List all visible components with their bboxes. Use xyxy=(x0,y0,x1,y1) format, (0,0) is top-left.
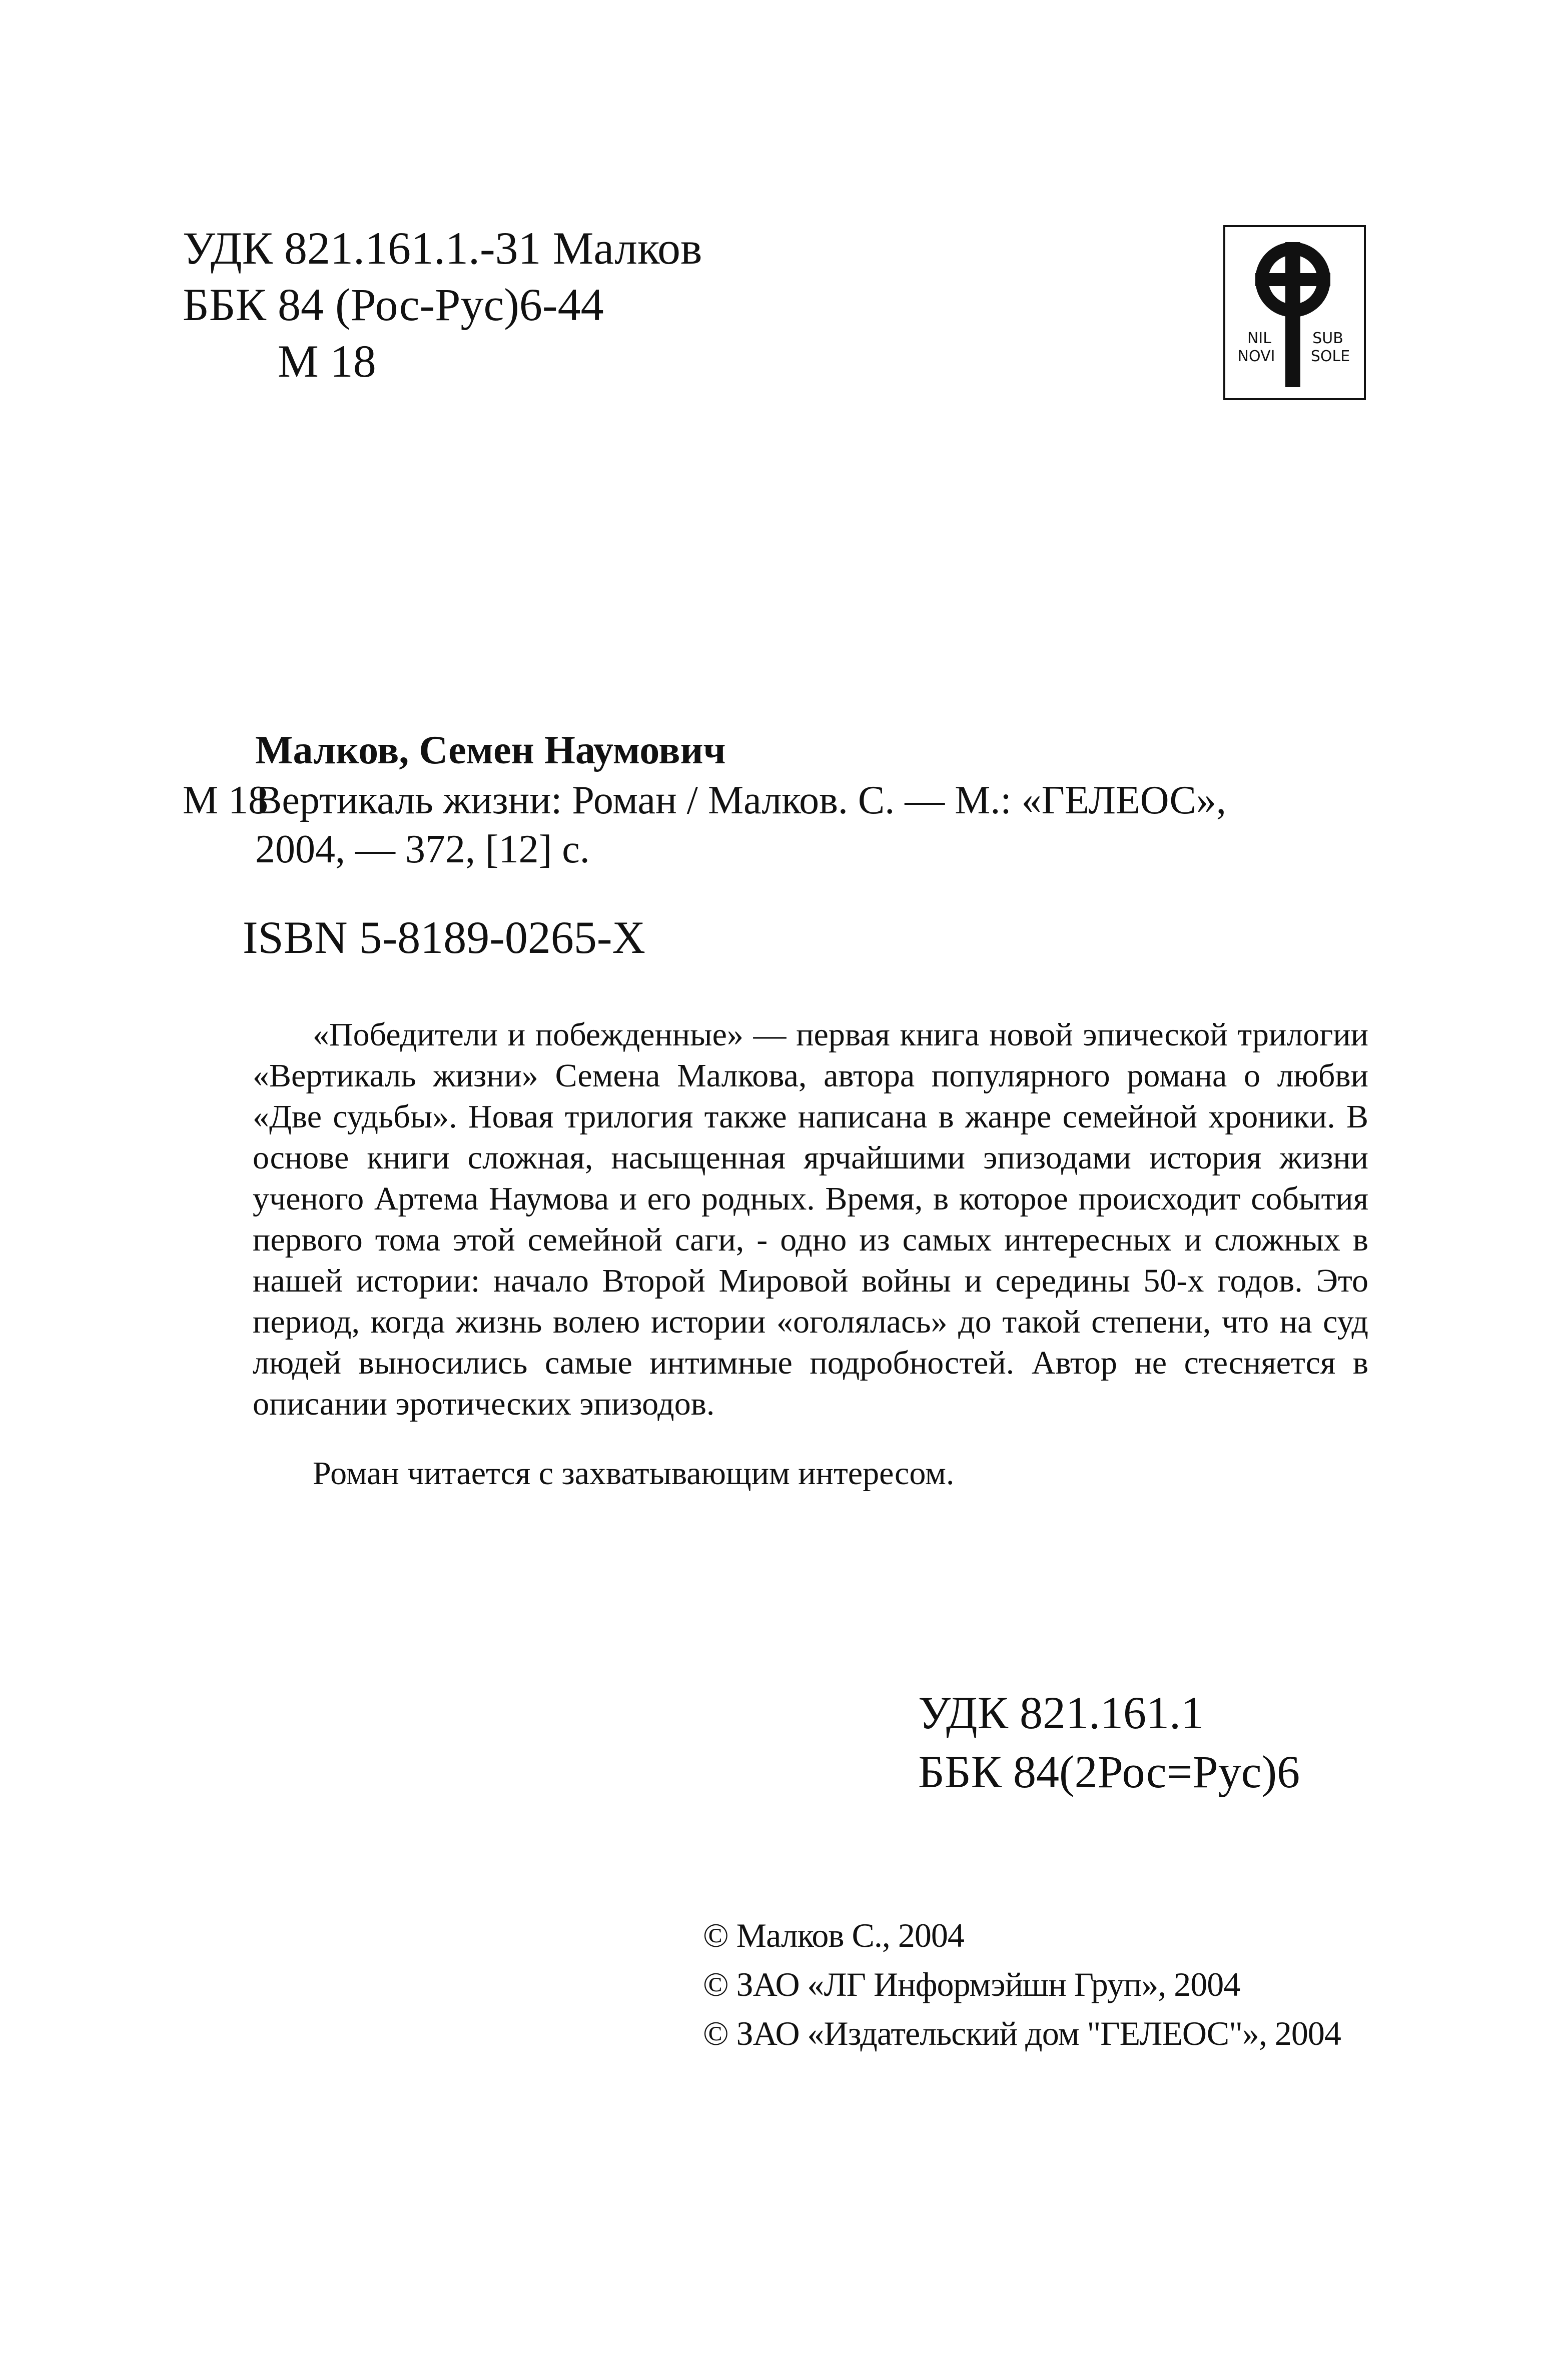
classification-bottom xyxy=(918,1683,1300,1801)
publisher-logo xyxy=(1223,225,1366,400)
logo-text-nil: NIL xyxy=(1247,330,1272,347)
logo-text-sole: SOLE xyxy=(1310,348,1350,365)
udk-code-bottom: УДК 821.161.1 xyxy=(918,1687,1204,1738)
annotation-paragraph: «Победители и побежденные» — первая книга новой эпической трилогии «Вертикаль жизни» Семена Малкова, автора популярного романа о любви «Две судьбы». Новая трилогия также написана в жанре семейной хроники. В основе книги сложная, насыщенная ярчайшими эпизодами история жизни ученого Артема Наумова и его родных. Время, в которое происходит события первого тома этой семейной саги, - одно из самых интересных и сложных в нашей истории: начало Второй Мировой войны и середины 50-х годов. Это период, когда жизнь волею истории «оголялась» до такой степени, что на суд людей выносились самые интимные подробностей. Автор не стесняется в описании эротических эпизодов. xyxy=(253,1016,1368,1422)
copyright-line: © ЗАО «ЛГ Информэйшн Груп», 2004 xyxy=(703,1965,1240,2003)
bib-pub-line: 2004, — 372, [12] с. xyxy=(255,827,590,871)
copyright-line: © Малков С., 2004 xyxy=(703,1916,964,1954)
author-name: Малков, Семен Наумович xyxy=(255,728,726,772)
classification-top xyxy=(183,220,702,390)
isbn: ISBN 5-8189-0265-X xyxy=(243,912,645,963)
cross-circle-icon xyxy=(1225,227,1364,398)
logo-text-sub: SUB xyxy=(1312,330,1343,347)
copyright-block xyxy=(703,1911,1341,2058)
logo-text-novi: NOVI xyxy=(1237,348,1275,365)
bib-code: М 18 xyxy=(183,778,269,822)
copyright-line: © ЗАО «Издательский дом "ГЕЛЕОС"», 2004 xyxy=(703,2014,1341,2052)
author-sign: М 18 xyxy=(278,336,376,387)
bib-title: Вертикаль жизни: Роман / Малков. С. — М.: «ГЕЛЕОС», xyxy=(255,778,1226,822)
bbk-code: ББК 84 (Рос-Рус)6-44 xyxy=(183,279,604,330)
bib-title-line xyxy=(183,775,1226,825)
bbk-code-bottom: ББК 84(2Рос=Рус)6 xyxy=(918,1746,1300,1797)
udk-code: УДК 821.161.1.-31 Малков xyxy=(183,223,702,274)
annotation-closing: Роман читается с захватывающим интересом. xyxy=(313,1455,955,1492)
